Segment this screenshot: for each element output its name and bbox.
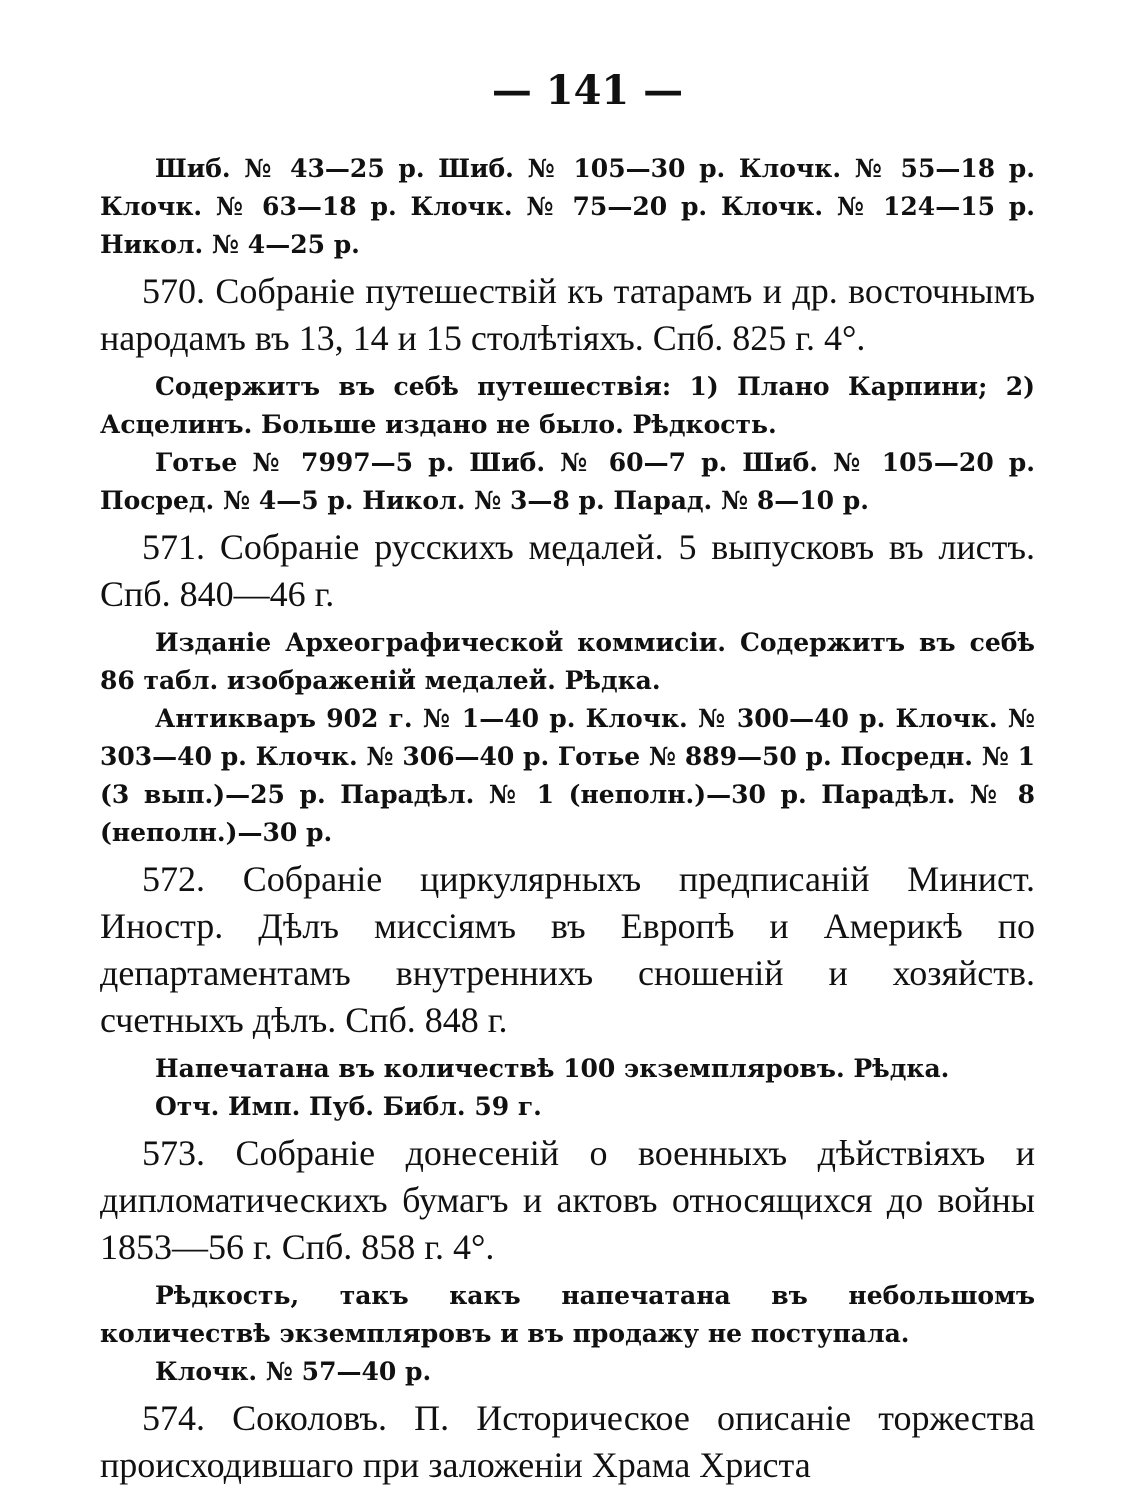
entry-number: 570. <box>142 271 205 311</box>
entry-text: Собраніе донесеній о военныхъ дѣйствіяхъ и дипломатическихъ бумагъ и актовъ относящихся до войны 1853—56 г. Спб. 858 г. 4°. <box>100 1133 1036 1267</box>
entry-number: 574. <box>142 1398 205 1438</box>
catalog-entry-572 <box>100 856 1035 1044</box>
catalog-entry-570 <box>100 268 1035 362</box>
page <box>100 60 1035 1495</box>
entry-text: Собраніе циркулярныхъ предписаній Минист. Иностр. Дѣлъ миссіямъ въ Европѣ и Америкѣ по департаментамъ внутреннихъ сношеній и хозяйств. счетныхъ дѣлъ. Спб. 848 г. <box>100 859 1035 1040</box>
price-note: Готье № 7997—5 р. Шиб. № 60—7 р. Шиб. № 105—20 р. Посред. № 4—5 р. Никол. № 3—8 р. Парад. № 8—10 р. <box>100 448 1035 515</box>
entry-text: Соколовъ. П. Историческое описаніе торжества происходившаго при заложеніи Храма Христа <box>100 1398 1036 1485</box>
catalog-entry-574 <box>100 1395 1035 1489</box>
price-note: Шиб. № 43—25 р. Шиб. № 105—30 р. Клочк. № 55—18 р. Клочк. № 63—18 р. Клочк. № 75—20 р. Клочк. № 124—15 р. Никол. № 4—25 р. <box>100 154 1035 259</box>
price-note: Антикваръ 902 г. № 1—40 р. Клочк. № 300—40 р. Клочк. № 303—40 р. Клочк. № 306—40 р. Готье № 889—50 р. Посредн. № 1 (3 вып.)—25 р. Парадѣл. № 1 (неполн.)—30 р. Парадѣл. № 8 (неполн.)—30 р. <box>100 704 1035 847</box>
price-note: Клочк. № 57—40 р. <box>155 1357 432 1386</box>
entry-number: 572. <box>142 859 205 899</box>
catalog-entry-571 <box>100 524 1035 618</box>
description-note: Содержитъ въ себѣ путешествія: 1) Плано Карпини; 2) Асцелинъ. Больше издано не было. Рѣдкость. <box>100 372 1035 439</box>
entry-text: Собраніе русскихъ медалей. 5 выпусковъ въ листъ. Спб. 840—46 г. <box>100 527 1035 614</box>
page-number: — 141 — <box>491 67 684 114</box>
catalog-entry-573 <box>100 1130 1035 1271</box>
entry-number: 573. <box>142 1133 205 1173</box>
description-note: Напечатана въ количествѣ 100 экземпляровъ. Рѣдка. <box>155 1054 950 1083</box>
entry-text: Собраніе путешествій къ татарамъ и др. восточнымъ народамъ въ 13, 14 и 15 столѣтіяхъ. Спб. 825 г. 4°. <box>100 271 1035 358</box>
description-note: Изданіе Археографической коммисіи. Содержитъ въ себѣ 86 табл. изображеній медалей. Рѣдка. <box>100 628 1035 695</box>
entry-number: 571. <box>142 527 205 567</box>
reference-note: Отч. Имп. Пуб. Библ. 59 г. <box>155 1092 542 1121</box>
description-note: Рѣдкость, такъ какъ напечатана въ небольшомъ количествѣ экземпляровъ и въ продажу не поступала. <box>100 1281 1035 1348</box>
